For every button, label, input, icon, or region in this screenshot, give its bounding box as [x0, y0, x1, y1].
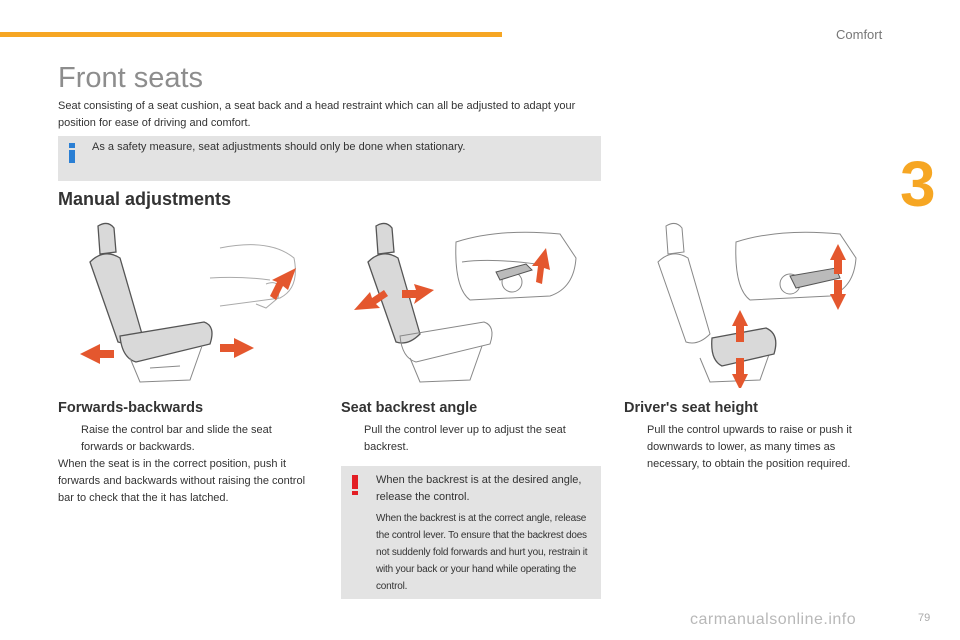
seat-height-illustration [640, 218, 880, 388]
seat-forward-backward-illustration [70, 218, 310, 388]
chapter-number: 3 [900, 148, 936, 220]
intro-text: Seat consisting of a seat cushion, a seat back and a head restraint which can all be adjusted to adapt your position for ease of driving and comfort. [58, 100, 576, 129]
forwards-backwards-heading: Forwards-backwards [58, 400, 204, 416]
forwards-backwards-note: When the seat is in the correct position, push it forwards and backwards without raising the control bar to check that the it has latched. [58, 458, 306, 504]
backrest-angle-step [341, 422, 599, 456]
chapter-accent-bar [0, 32, 502, 37]
page-number: 79 [918, 612, 931, 624]
chapter-name: Comfort [836, 27, 883, 42]
seat-height-step-text: Pull the control upwards to raise or push it downwards to lower, as many times as necessary, to obtain the position required. [647, 424, 852, 470]
seat-height-heading: Driver's seat height [624, 400, 758, 416]
backrest-angle-heading: Seat backrest angle [341, 400, 478, 416]
seat-height-step [624, 422, 886, 473]
info-text: As a safety measure, seat adjustments should only be done when stationary. [92, 141, 466, 153]
page-title: Front seats [58, 62, 204, 94]
warning-text-detail: When the backrest is at the correct angle, release the control lever. To ensure that the backrest does not suddenly fold forwards and hurt you, restrain it with your back or your hand while operating the control. [376, 513, 588, 592]
warning-icon [348, 474, 362, 496]
section-title: Manual adjustments [58, 189, 232, 209]
seat-backrest-illustration [350, 218, 590, 388]
watermark: carmanualsonline.info [690, 611, 857, 628]
forwards-backwards-step-text: Raise the control bar and slide the seat forwards or backwards. [81, 424, 272, 453]
forwards-backwards-step [58, 422, 303, 456]
backrest-angle-step-text: Pull the control lever up to adjust the seat backrest. [364, 424, 566, 453]
warning-text-short: When the backrest is at the desired angle, release the control. [376, 474, 582, 503]
info-icon [66, 142, 78, 164]
